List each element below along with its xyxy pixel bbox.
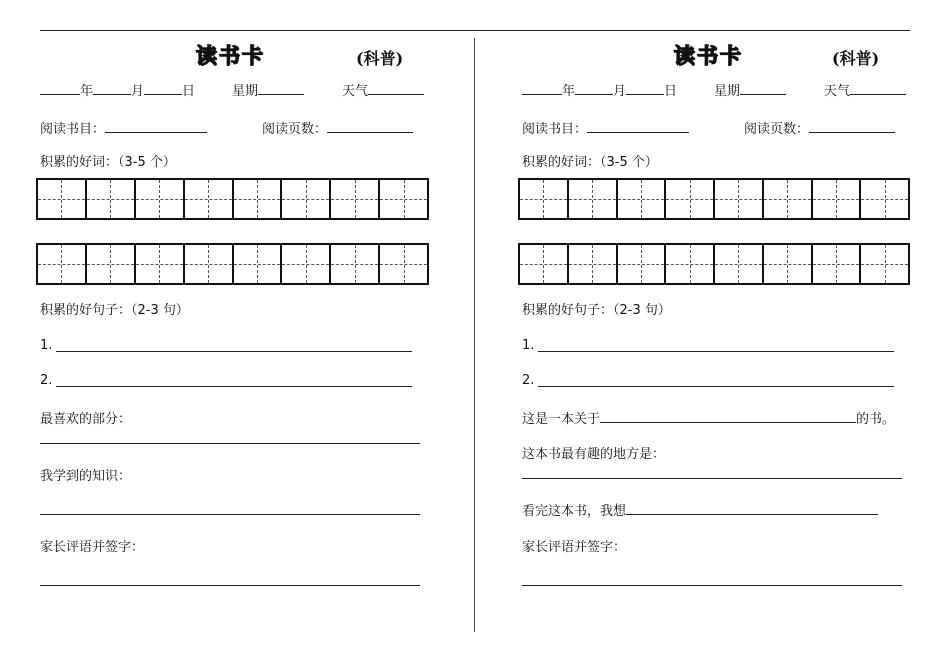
parent-line[interactable] [40, 585, 420, 586]
weekday-blank[interactable] [740, 81, 786, 95]
about-blank[interactable] [600, 409, 856, 423]
parent-label: 家长评语并签字： [40, 540, 145, 555]
book-title-blank[interactable] [587, 119, 689, 133]
sentence-line-2[interactable] [56, 386, 412, 387]
weekday-label: 星期 [232, 84, 259, 99]
words-grid-1[interactable] [36, 178, 429, 220]
learned-label: 我学到的知识： [40, 469, 132, 484]
year-label: 年 [562, 84, 576, 99]
sentence-item-2-label: 2. [522, 373, 535, 388]
after-reading-blank[interactable] [626, 501, 878, 515]
sentence-item-2-label: 2. [40, 373, 53, 388]
pages-row [744, 118, 895, 137]
sentence-line-1[interactable] [56, 351, 412, 352]
about-row [522, 408, 895, 427]
words-label: 积累的好词：（3-5 个） [522, 155, 658, 170]
year-blank[interactable] [40, 81, 80, 95]
pages-row [262, 118, 413, 137]
sentence-item-1-label: 1. [40, 338, 53, 353]
date-row [40, 80, 195, 99]
interesting-label: 这本书最有趣的地方是： [522, 447, 666, 462]
reading-card-right [518, 0, 950, 672]
book-title-row [40, 118, 207, 137]
words-grid-1[interactable] [518, 178, 910, 220]
sentence-item-1-label: 1. [522, 338, 535, 353]
month-blank[interactable] [575, 81, 613, 95]
about-suffix: 的书。 [856, 412, 896, 427]
pages-label: 阅读页数： [262, 122, 328, 137]
weekday-row [714, 80, 786, 99]
weather-blank[interactable] [850, 81, 906, 95]
year-label: 年 [80, 84, 94, 99]
month-label: 月 [613, 84, 627, 99]
learned-line[interactable] [40, 514, 420, 515]
reading-card-left [36, 0, 476, 672]
weather-label: 天气 [342, 84, 369, 99]
parent-line[interactable] [522, 585, 902, 586]
favorite-line[interactable] [40, 443, 420, 444]
day-blank[interactable] [626, 81, 664, 95]
pages-blank[interactable] [327, 119, 413, 133]
sentences-label: 积累的好句子：（2-3 句） [522, 303, 671, 318]
card-subject: (科普) [356, 49, 404, 68]
interesting-line[interactable] [522, 478, 902, 479]
after-reading-row [522, 500, 878, 519]
words-grid-2[interactable] [518, 243, 910, 285]
month-label: 月 [131, 84, 145, 99]
book-title-label: 阅读书目： [40, 122, 106, 137]
words-grid-2[interactable] [36, 243, 429, 285]
book-title-blank[interactable] [105, 119, 207, 133]
weekday-label: 星期 [714, 84, 741, 99]
pages-label: 阅读页数： [744, 122, 810, 137]
after-reading-label: 看完这本书，我想 [522, 504, 627, 519]
day-blank[interactable] [144, 81, 182, 95]
card-subject: (科普) [832, 49, 880, 68]
sentence-line-1[interactable] [538, 351, 894, 352]
weekday-row [232, 80, 304, 99]
book-title-label: 阅读书目： [522, 122, 588, 137]
weather-row [342, 80, 424, 99]
words-label: 积累的好词：（3-5 个） [40, 155, 176, 170]
pages-blank[interactable] [809, 119, 895, 133]
day-label: 日 [182, 84, 196, 99]
parent-label: 家长评语并签字： [522, 540, 627, 555]
favorite-label: 最喜欢的部分： [40, 412, 132, 427]
sentence-line-2[interactable] [538, 386, 894, 387]
weather-label: 天气 [824, 84, 851, 99]
year-blank[interactable] [522, 81, 562, 95]
month-blank[interactable] [93, 81, 131, 95]
day-label: 日 [664, 84, 678, 99]
card-title: 读书卡 [674, 44, 743, 68]
weather-row [824, 80, 906, 99]
book-title-row [522, 118, 689, 137]
date-row [522, 80, 677, 99]
weather-blank[interactable] [368, 81, 424, 95]
sentences-label: 积累的好句子：（2-3 句） [40, 303, 189, 318]
card-title: 读书卡 [196, 44, 265, 68]
about-prefix: 这是一本关于 [522, 412, 601, 427]
weekday-blank[interactable] [258, 81, 304, 95]
